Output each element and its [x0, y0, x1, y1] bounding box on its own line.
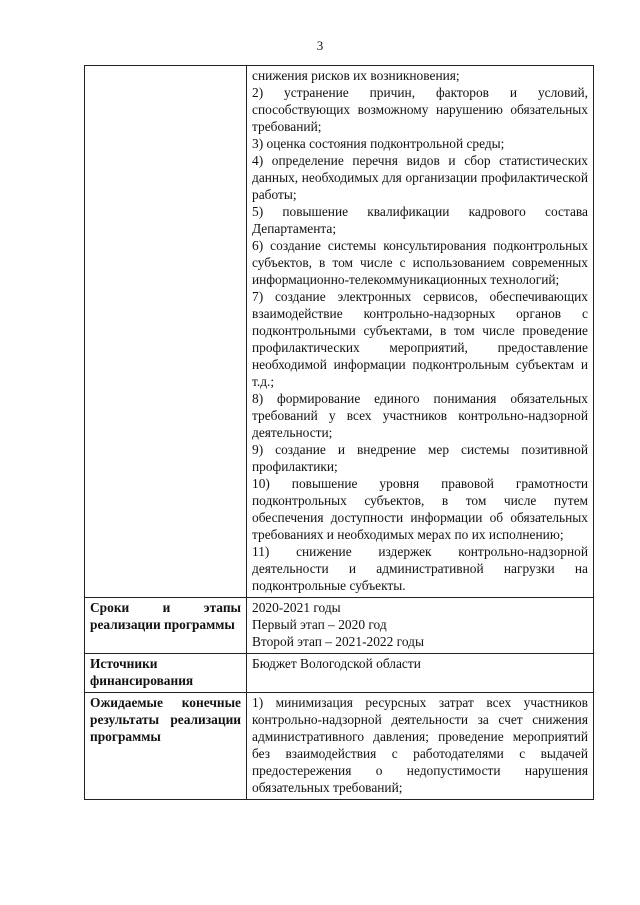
goal-item: снижения рисков их возникновения; [252, 68, 460, 83]
timeline-item: 2020-2021 годы [252, 600, 341, 615]
page-number: 3 [316, 38, 324, 53]
goal-item: 9) создание и внедрение мер системы позитивной профилактики; [252, 442, 588, 474]
funding-item: Бюджет Вологодской области [252, 656, 421, 671]
row-label-results: Ожидаемые конечные результаты реализации программы [85, 693, 247, 800]
goal-item: 7) создание электронных сервисов, обеспечивающих взаимодействие контрольно-надзорных органов с подконтрольными субъектами, в том числе проведение профилактических мероприятий, предоставление необходимой информации подконтрольным субъектам и т.д.; [252, 289, 588, 389]
row-content-results [247, 693, 594, 800]
row-label-funding: Источники финансирования [85, 654, 247, 693]
goal-item: 10) повышение уровня правовой грамотности подконтрольных субъектов, в том числе путем обеспечения доступности информации об обязательных требованиях и необходимых мерах по их исполнению; [252, 476, 588, 542]
program-passport-table [84, 65, 594, 800]
goal-item: 3) оценка состояния подконтрольной среды; [252, 136, 505, 151]
goal-item: 5) повышение квалификации кадрового состава Департамента; [252, 204, 588, 236]
goal-item: 6) создание системы консультирования подконтрольных субъектов, в том числе с использованием современных информационно-телекоммуникационных технологий; [252, 238, 588, 287]
table-row-results [85, 693, 594, 800]
row-label-empty [85, 66, 247, 598]
table-row-goals [85, 66, 594, 598]
goal-item: 4) определение перечня видов и сбор статистических данных, необходимых для организации профилактической работы; [252, 153, 588, 202]
goal-item: 11) снижение издержек контрольно-надзорной деятельности и административной нагрузки на подконтрольные субъекты. [252, 544, 588, 593]
timeline-item: Второй этап – 2021-2022 годы [252, 634, 424, 649]
goal-item: 8) формирование единого понимания обязательных требований у всех участников контрольно-надзорной деятельности; [252, 391, 588, 440]
table-row-funding [85, 654, 594, 693]
timeline-item: Первый этап – 2020 год [252, 617, 387, 632]
table-row-timeline [85, 598, 594, 654]
goal-item: 2) устранение причин, факторов и условий, способствующих возможному нарушению обязательных требований; [252, 85, 588, 134]
row-content-goals [247, 66, 594, 598]
row-content-timeline [247, 598, 594, 654]
row-label-timeline: Сроки и этапы реализации программы [85, 598, 247, 654]
row-content-funding [247, 654, 594, 693]
result-item: 1) минимизация ресурсных затрат всех участников контрольно-надзорной деятельности за счет снижения административного давления; проведение мероприятий без взаимодействия с работодателями с выдачей предостережения о недопустимости нарушения обязательных требований; [252, 695, 588, 795]
